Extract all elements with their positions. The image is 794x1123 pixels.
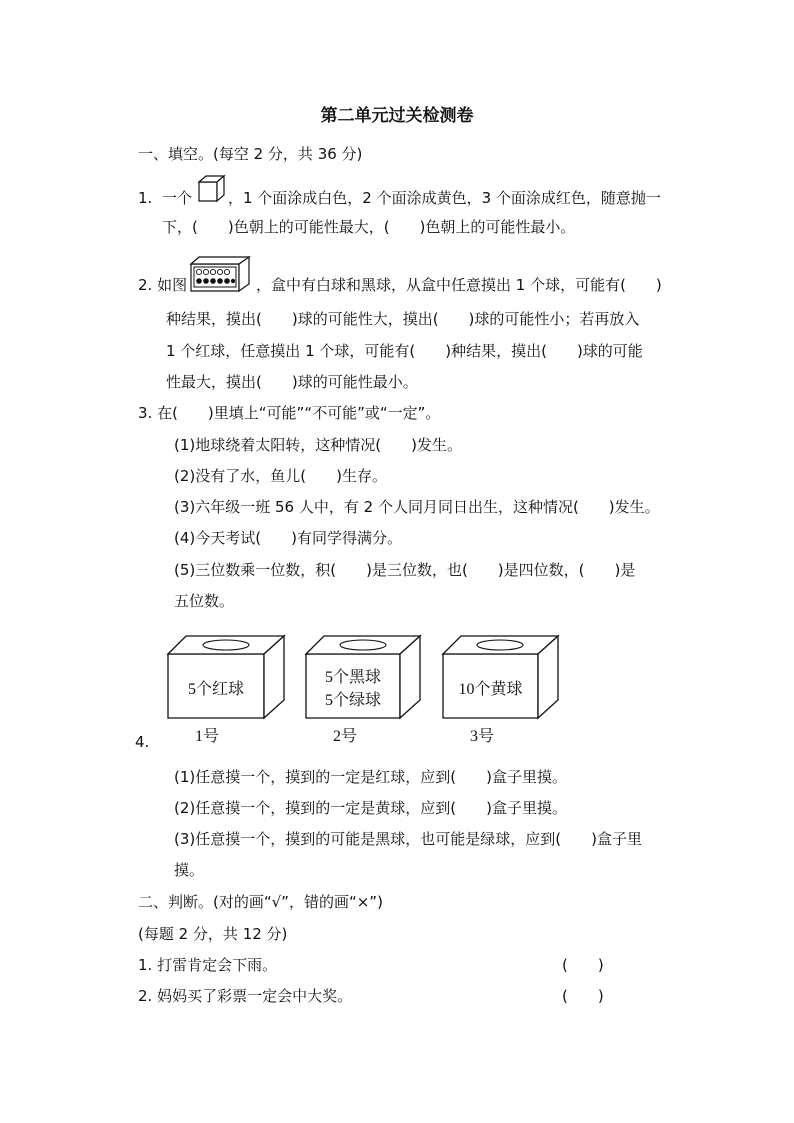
box-3: [443, 636, 558, 718]
q2-line1: ，盒中有白球和黑球，从盒中任意摸出 1 个球，可能有( ): [256, 276, 662, 294]
box-1-label: 1号: [195, 728, 220, 745]
q1-text-c: 下，( )色朝上的可能性最大，( )色朝上的可能性最小。: [162, 218, 576, 236]
q2-line3: 1 个红球，任意摸出 1 个球，可能有( )种结果，摸出( )球的可能: [166, 342, 643, 360]
q1-number: 1.: [138, 189, 153, 207]
q1-text-a: 一个: [162, 189, 193, 207]
q3-item-5: (5)三位数乘一位数，积( )是三位数，也( )是四位数，( )是: [174, 561, 636, 579]
section2-header: 二、判断。(对的画“√”，错的画“×”): [138, 893, 383, 911]
box-1-text: 5个红球: [187, 681, 244, 698]
q3-item-4: (4)今天考试( )有同学得满分。: [174, 529, 402, 547]
q4-item-1: (1)任意摸一个，摸到的一定是红球，应到( )盒子里摸。: [174, 768, 567, 786]
cube-icon: [197, 174, 227, 204]
ball-box-icon: [189, 255, 255, 293]
q4-item-2: (2)任意摸一个，摸到的一定是黄球，应到( )盒子里摸。: [174, 799, 567, 817]
judge-item-2-paren: ( ): [562, 987, 604, 1005]
q3-item-3: (3)六年级一班 56 人中，有 2 个人同月同日出生，这种情况( )发生。: [174, 498, 660, 516]
page-title: 第二单元过关检测卷: [320, 106, 474, 126]
judge-item-1-paren: ( ): [562, 956, 604, 974]
box-2-text-2: 5个绿球: [324, 692, 381, 709]
judge-item-1: 1. 打雷肯定会下雨。: [138, 956, 278, 974]
q2-line4: 性最大，摸出( )球的可能性最小。: [166, 373, 418, 391]
judge-item-2: 2. 妈妈买了彩票一定会中大奖。: [138, 987, 353, 1005]
q4-number: 4.: [135, 733, 150, 751]
q4-item-3-cont: 摸。: [174, 861, 205, 879]
q4-item-3: (3)任意摸一个，摸到的可能是黑球，也可能是绿球，应到( )盒子里: [174, 830, 642, 848]
q1-text-b: ，1 个面涂成白色，2 个面涂成黄色，3 个面涂成红色，随意抛一: [228, 189, 661, 207]
box-2-text-1: 5个黑球: [324, 669, 381, 686]
q3-item-1: (1)地球绕着太阳转，这种情况( )发生。: [174, 436, 462, 454]
box-1: [168, 636, 284, 718]
box-3-text: 10个黄球: [458, 681, 523, 698]
q3-item-2: (2)没有了水，鱼儿( )生存。: [174, 467, 387, 485]
q3-header: 3. 在( )里填上“可能”“不可能”或“一定”。: [138, 404, 441, 422]
box-3-label: 3号: [470, 728, 495, 745]
q2-line2: 种结果，摸出( )球的可能性大，摸出( )球的可能性小；若再放入: [166, 310, 640, 328]
q3-item-5-cont: 五位数。: [174, 592, 235, 610]
box-2-label: 2号: [333, 728, 358, 745]
section2-subheader: (每题 2 分，共 12 分): [138, 925, 288, 943]
q2-prefix-text: 2. 如图: [138, 276, 188, 294]
section1-header: 一、填空。(每空 2 分，共 36 分): [138, 145, 363, 163]
